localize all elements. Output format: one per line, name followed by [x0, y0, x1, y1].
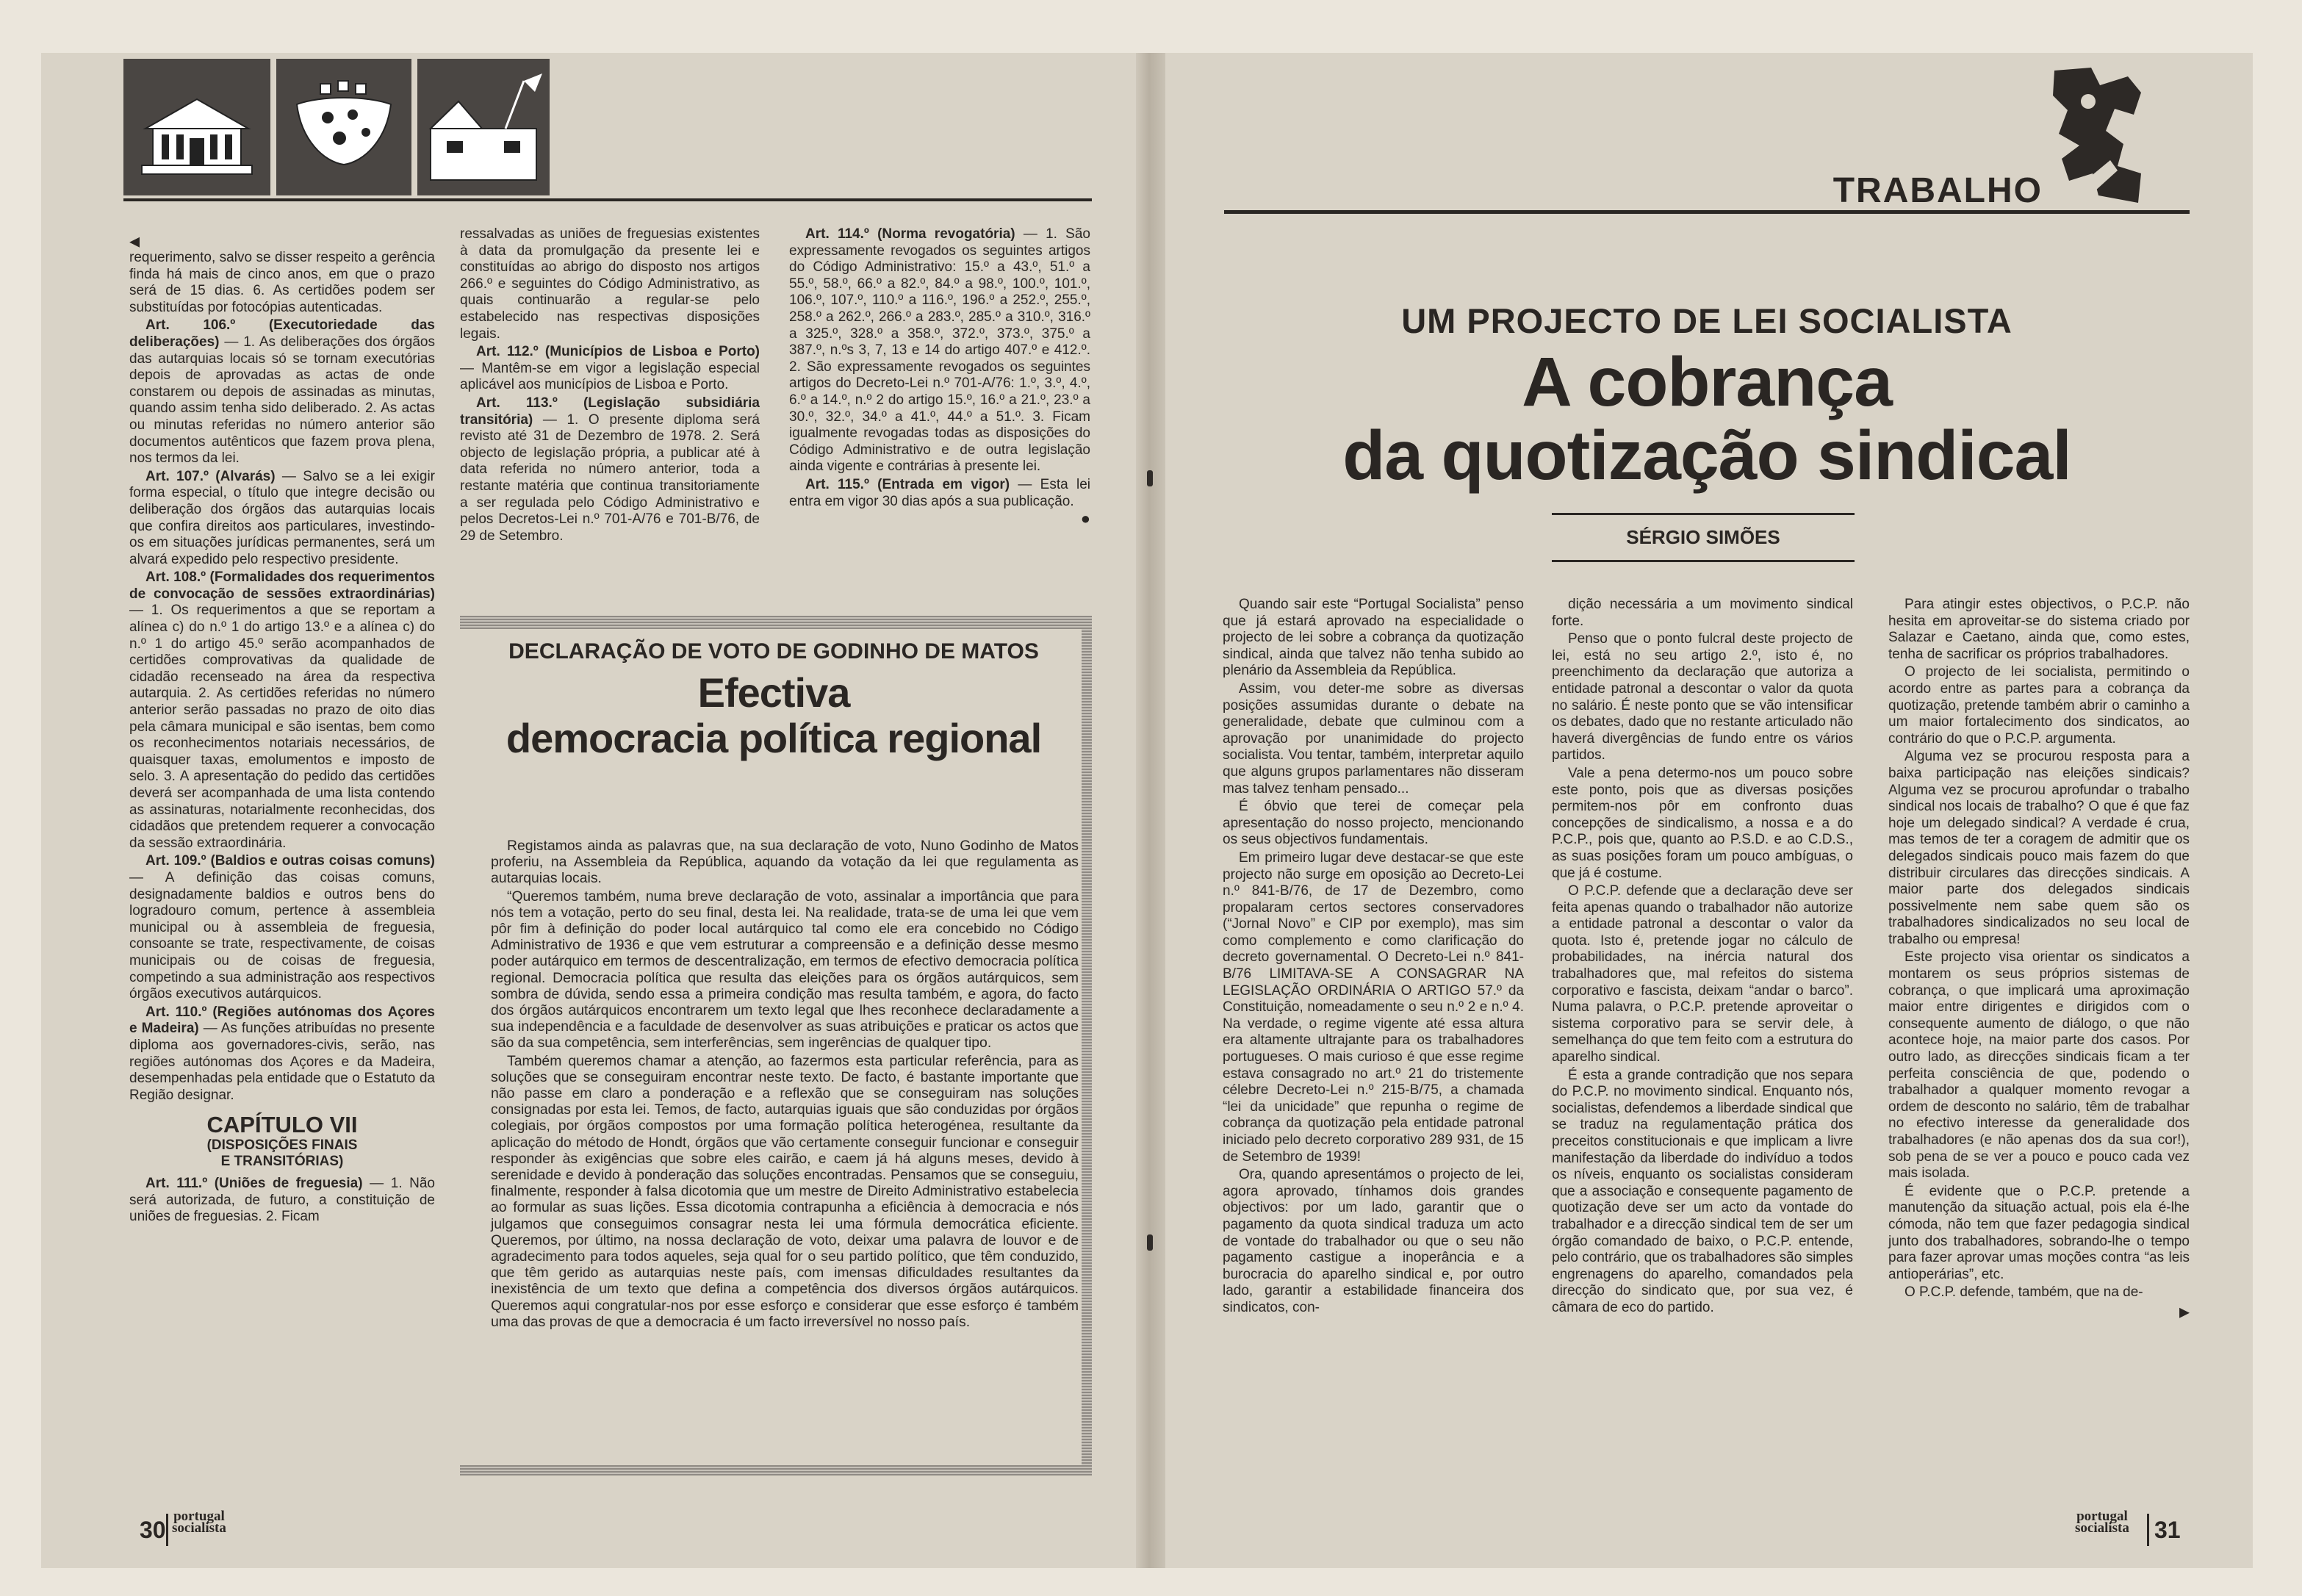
- article-paragraph: [460, 226, 760, 342]
- body-paragraph: Alguma vez se procurou resposta para a baixa participação nas eleições sindicais? Alguma vez se procurou aprofundar o trabalho sindical nos locais de trabalho? O que é que faz hoje um delegado sindical? A verdade é crua, mas temos de ter a coragem de admitir que os delegados sindicais pouco mais fazem do que distribuir circulares das direcções sindicais. A maior parte dos delegados sindicais possivelmente nem sabe quem são os trabalhadores sindicalizados no seu local de trabalho ou empresa!: [1888, 749, 2190, 947]
- body-paragraph: Penso que o ponto fulcral deste projecto de lei, está no seu artigo 2.º, isto é, no preenchimento da declaração que autoriza a entidade patronal a descontar o valor da quota no salário. É neste ponto que se vão intensificar os debates, dado que no restante articulado não haverá divergências de fundo entre os vários partidos.: [1552, 631, 1853, 763]
- article-lead: Art. 107.º (Alvarás): [145, 468, 276, 484]
- body-paragraph: “Queremos também, numa breve declaração de voto, assinalar a importância que para nós tem a votação, perto do seu final, desta lei. Na realidade, trata-se de uma lei que vem pôr fim à definição do poder local autárquico tal como ele era concebido no Código Administrativo de 1936 e que vem estruturar a compreensão e a definição desse mesmo poder autárquico em termos de descentralização, em termos de efectivo democracia política regional. Democracia política que resulta das eleições para os órgãos autárquicos, sem sombra de dúvida, sendo essa a primeira condição mas resulta também, e agora, do facto dos órgãos autárquicos encontrarem um texto legal que lhes reconhece declaradamente a sua independência e a faculdade de desenvolver as suas atribuições e praticar os actos que são da sua competência, sem interferências, sem ingerências de qualquer tipo.: [491, 888, 1079, 1052]
- headline-block: [1224, 297, 2190, 495]
- declaration-title-line1: Efectiva: [697, 669, 850, 716]
- article-paragraph: [129, 250, 435, 316]
- trabalho-emblem-icon: [2047, 63, 2145, 207]
- byline: SÉRGIO SIMÕES: [1626, 526, 1780, 548]
- article-text: — 1. São expressamente revogados os seguintes artigos do Código Administrativo: 15.º a 43.º, 51.º a 55.º, 58.º, 66.º a 82.º, 84.º a 98.º, 100.º, 101.º, 106.º, 107.º, 110.º a 116.º, 196.º a 252.º, 255.º, 258.º a 262.º, 266.º a 283.º, 285.º a 310.º, 316.º a 325.º, 328.º a 358.º, 372.º, 373.º, 375.º a 387.º, n.ºs 3, 7, 13 e 14 do artigo 407.º e 412.º. 2. São expressamente revogados os seguintes artigos do Decreto-Lei n.º 701-A/76: 1.º, 3.º, 4.º, 6.º a 14.º, n.º 2 do artigo 15.º, 16.º a 21.º, 23.º a 30.º, 32.º, 34.º a 41.º, 44.º a 51.º. 3. Ficam igualmente revogadas todas as disposições do Código Administrativo e de outra legislação ainda vigente e contrárias à presente lei.: [789, 226, 1090, 475]
- header-rule: [123, 198, 1092, 201]
- article-paragraph: [789, 477, 1090, 510]
- binding-gutter: [1136, 53, 1165, 1568]
- chapter-title: CAPÍTULO VII: [206, 1112, 358, 1138]
- left-column-1: [129, 229, 436, 1227]
- article-lead: Art. 106.º (Executoriedade das deliberações): [129, 317, 435, 350]
- body-paragraph: Quando sair este “Portugal Socialista” penso que já estará aprovado na especialidade o projecto de lei sobre a cobrança da quotização sindical, ainda que talvez não tenha subido ao plenário da Assembleia da República.: [1223, 597, 1524, 679]
- declaration-kicker: DECLARAÇÃO DE VOTO DE GODINHO DE MATOS: [508, 639, 1039, 664]
- house-flag-icon: [417, 59, 550, 195]
- article-text: — Esta lei entra em vigor 30 dias após a sua publicação.: [789, 476, 1090, 509]
- byline-rule-top: [1552, 513, 1855, 515]
- staple-bottom: [1147, 1234, 1153, 1251]
- article-text: — 1. Os requerimentos a que se reportam a alínea c) do n.º 1 do artigo 13.º e a alínea c) do n.º 1 do artigo 45.º serão acompanhados de certidões comprovativas da qualidade de cidadão recenseado na área da respectiva autarquia. 2. As certidões referidas no número anterior serão passadas no prazo de oito dias pela câmara municipal e são isentas, bem como os reconhecimentos notariais necessários, de quaisquer taxas, emolumentos e imposto de selo. 3. A apresentação do pedido das certidões deverá ser acompanhada de uma lista contendo as assinaturas, notarialmente reconhecidas, dos cidadãos que pretendem requerer a convocação da sessão extraordinária.: [129, 603, 435, 851]
- declaration-title-line2: democracia política regional: [506, 715, 1042, 761]
- body-paragraph: Ora, quando apresentámos o projecto de lei, agora aprovado, tínhamos dois grandes objectivos: por um lado, garantir que o pagamento da quota sindical traduza um acto de vontade do trabalhador ou que o seu não pagamento castigue a inoperância e a burocracia do aparelho sindical e, por outro lado, garantir a estabilidade financeira dos sindicatos, con-: [1223, 1167, 1524, 1315]
- right-column-2: [1552, 597, 1853, 1318]
- article-lead: Art. 114.º (Norma revogatória): [805, 226, 1015, 242]
- article-paragraph: [129, 317, 435, 467]
- body-paragraph: É óbvio que terei de começar pela apresentação do nosso projecto, mencionando os seus objectivos fundamentais.: [1223, 799, 1524, 848]
- continued-arrow-icon: ◂: [129, 229, 140, 252]
- article-paragraph: [129, 569, 435, 852]
- article-paragraph: [129, 1004, 435, 1104]
- headline-line1: A cobrança: [1522, 343, 1892, 421]
- body-paragraph: O P.C.P. defende que a declaração deve ser feita apenas quando o trabalhador não autorize a entidade patronal a descontar o valor da quota. Isto é, pretende jogar no cálculo de probabilidades, na inércia natural dos trabalhadores que, mal refeitos do sistema corporativo e fascista, deixam “andar o barco”. Numa palavra, o P.C.P. pretende aproveitar o sistema corporativo para se servir dele, à semelhança do que tem feito com a estrutura do aparelho sindical.: [1552, 883, 1853, 1065]
- page-number-right: 31: [2154, 1517, 2181, 1543]
- article-text: — A definição das coisas comuns, designadamente baldios e outros bens do logradouro comum, pertence à assembleia municipal ou à assembleia de freguesia, consoante se trate, respectivamente, de coisas municipais ou de coisas de freguesia, competindo a sua administração aos respectivos órgãos executivos autárquicos.: [129, 869, 435, 1002]
- left-column-3: [789, 226, 1090, 526]
- masthead-top-left: portugal: [173, 1509, 225, 1524]
- body-paragraph: É evidente que o P.C.P. pretende a manutenção da situação actual, pois ela é-lhe cómoda, não tem que fazer pedagogia sindical junto dos trabalhadores, sobrando-lhe o tempo para fazer aprovar umas moções contra “as leis antioperárias”, etc.: [1888, 1183, 2190, 1282]
- regions-map-icon: [276, 59, 411, 195]
- continues-arrow-icon: ▸: [2179, 1299, 2190, 1323]
- masthead-bottom-left: socialista: [172, 1520, 226, 1536]
- right-column-1: [1223, 597, 1524, 1318]
- article-paragraph: [129, 853, 435, 1002]
- headline-line2: da quotização sindical: [1342, 417, 2071, 495]
- page-number-left: 30: [140, 1517, 166, 1543]
- article-lead: Art. 113.º (Legislação subsidiária transitória): [460, 395, 760, 428]
- body-paragraph: Registamos ainda as palavras que, na sua declaração de voto, Nuno Godinho de Matos proferiu, na Assembleia da República, aquando da votação da lei que regulamenta as autarquias locais.: [491, 838, 1079, 887]
- article-text: requerimento, salvo se disser respeito a gerência finda há mais de cinco anos, em que o prazo será de 15 dias. 6. As certidões podem ser substituídas por fotocópias autenticadas.: [129, 250, 435, 315]
- article-text: — As funções atribuídas no presente diploma aos governadores-civis, serão, nas regiões autónomas dos Açores e da Madeira, desempenhadas pela entidade que o Estatuto da Região designar.: [129, 1021, 435, 1103]
- article-lead: Art. 111.º (Uniões de freguesia): [145, 1176, 363, 1192]
- body-paragraph: Vale a pena determo-nos um pouco sobre este ponto, pois que as diversas posições permitem-nos pôr em confronto duas concepções de sindicalismo, a nossa e a do P.C.P., pois que, quanto ao P.S.D. e ao C.D.S., as suas posições foram um pouco ambíguas, o que já é costume.: [1552, 765, 1853, 881]
- chapter-heading: [129, 1112, 435, 1170]
- article-text: ressalvadas as uniões de freguesias existentes à data da promulgação da presente lei e constituídas ao abrigo do disposto nos artigos 266.º e seguintes do Código Administrativo, as quais continuarão a regular-se pelo estabelecido nas respectivas disposições legais.: [460, 226, 760, 342]
- chapter-subtitle-line1: (DISPOSIÇÕES FINAIS: [206, 1137, 358, 1154]
- box-right-shade: [1082, 616, 1092, 1475]
- article-paragraph: [129, 469, 435, 569]
- body-paragraph: O P.C.P. defende, também, que na de-: [1904, 1284, 2143, 1301]
- article-paragraph: [460, 344, 760, 394]
- section-rule: [1224, 210, 2190, 214]
- article-lead: Art. 112.º (Municípios de Lisboa e Porto): [476, 344, 760, 360]
- article-text: — 1. Não será autorizada, de futuro, a constituição de uniões de freguesias. 2. Ficam: [129, 1176, 436, 1225]
- end-mark-icon: ●: [1080, 509, 1090, 528]
- masthead-bottom-right: socialista: [2075, 1520, 2129, 1536]
- declaration-body: [491, 838, 1079, 1331]
- staple-top: [1147, 470, 1153, 486]
- article-text: — 1. As deliberações dos órgãos das autarquias locais só se tornam executórias depois de aprovadas as actas de onde constarem ou depois de assinadas as minutas, quando assim tenha sido deliberado. 2. As actas ou minutas referidas no número anterior são documentos autênticos que fazem prova plena, nos termos da lei.: [129, 334, 435, 467]
- town-hall-icon: [123, 59, 270, 195]
- masthead-logo-left: [172, 1511, 226, 1534]
- chapter-subtitle-line2: E TRANSITÓRIAS): [220, 1154, 344, 1170]
- masthead-logo-right: [2075, 1511, 2129, 1534]
- article-lead: Art. 108.º (Formalidades dos requerimentos de convocação de sessões extraordinárias): [129, 569, 435, 602]
- box-bottom-shade: [460, 1465, 1092, 1475]
- masthead-top-right: portugal: [2076, 1509, 2128, 1524]
- article-text: — Mantêm-se em vigor a legislação especial aplicável aos municípios de Lisboa e Porto.: [460, 360, 760, 393]
- body-paragraph: É esta a grande contradição que nos separa do P.C.P. no movimento sindical. Enquanto nós, socialistas, defendemos a liberdade sindical que se traduz na regulamentação prática dos preceitos constitucionais e que implicam a livre manifestação da liberdade do indivíduo a todos os níveis, enquanto os socialistas consideram que a associação e consequente pagamento de quotização deve ser um acto da vontade do trabalhador e a direcção sindical tem de ser um órgão comandado de baixo, o P.C.P. entende, pelo contrário, que os trabalhadores são simples engrenagens do aparelho, comandados pela direcção do sindicato que, por sua vez, é câmara de eco do partido.: [1552, 1067, 1853, 1315]
- declaration-header: [470, 633, 1077, 761]
- folio-divider-right: [2147, 1514, 2149, 1546]
- article-kicker: UM PROJECTO DE LEI SOCIALISTA: [1401, 301, 2013, 340]
- byline-rule-bottom: [1552, 560, 1855, 562]
- article-paragraph: [789, 226, 1090, 475]
- left-column-2: [460, 226, 760, 546]
- article-text: — Salvo se a lei exigir forma especial, o título que integre decisão ou deliberação dos órgãos das autarquias locais que confira direitos aos particulares, investindo-os em situações jurídicas permanentes, será um alvará expedido pelo respectivo presidente.: [129, 468, 436, 567]
- article-paragraph: [460, 395, 760, 544]
- article-lead: Art. 110.º (Regiões autónomas dos Açores e Madeira): [129, 1004, 435, 1037]
- body-paragraph: Também queremos chamar a atenção, ao fazermos esta particular referência, para as soluções que se conseguiram encontrar neste texto. De facto, é bastante importante que não passe em claro a ponderação e a reflexão que se conseguiram nas soluções consignadas por esta lei. Temos, de facto, autarquias iguais que são conduzidas por órgãos colegiais, por órgãos compostos por uma formação política heterogénea, resultante da aplicação do método de Hondt, órgãos que vão certamente conseguir funcionar e conseguir responder às exigências que sobre eles cairão, e caem já há alguns meses, devido à serenidade e devido à ponderação das soluções encontradas. Pensamos que se conseguiu, finalmente, responder à falsa dicotomia que um mestre de Direito Administrativo estabelecia ao formular as suas lições. Essa dicotomia contrapunha a eficiência à democracia e nós julgamos que conseguimos consagrar nesta lei uma fórmula democrática eficiente. Queremos, por último, na nossa declaração de voto, deixar uma palavra de louvor e de agradecimento para todos aqueles, seja qual for o seu partido político, que têm conduzido, que têm gerido as autarquias neste país, com imensas dificuldades resultantes da inexistência de um texto que defina a competência dos diversos órgãos autárquicos. Queremos aqui congratular-nos por esse esforço e considerar que esse esforço é também uma das provas de que a democracia é um facto irreversível no nosso país.: [491, 1052, 1079, 1330]
- body-paragraph: Em primeiro lugar deve destacar-se que este projecto não surge em oposição ao Decreto-Lei n.º 841-B/76, de 17 de Dezembro, como propalaram certos sectores conservadores (“Jornal Novo” e CIP por exemplo), mas sim como complemento e como clarificação do decreto governamental. O Decreto-Lei n.º 841-B/76 LIMITAVA-SE A CONSAGRAR NA LEGISLAÇÃO ORDINÁRIA O ARTIGO 57.º da Constituição, nomeadamente o seu n.º 2 e n.º 4. Na verdade, o regime vigente até essa altura era altamente ultrajante para os trabalhadores portugueses. O mais curioso é que esse regime estava consagrado no art.º 21 do tristemente célebre Decreto-Lei n.º 215-B/75, a chamada “lei da unicidade” que repunha o regime de cobrança da quotização pela entidade patronal iniciado pelo decreto corporativo 289 931, de 15 de Setembro de 1939!: [1223, 849, 1524, 1165]
- section-label: TRABALHO: [1832, 171, 2043, 210]
- body-paragraph: Para atingir estes objectivos, o P.C.P. não hesita em aproveitar-se do sistema criado por Salazar e Caetano, ainda que, como estes, tenha de sacrificar os próprios trabalhadores.: [1888, 597, 2190, 662]
- body-paragraph: Assim, vou deter-me sobre as diversas posições assumidas durante o debate na generalidade, debate que culminou com a aprovação por unanimidade do projecto socialista. Vou tentar, também, interpretar aquilo que alguns grupos parlamentares não disseram mas talvez tenham pensado...: [1223, 680, 1524, 797]
- right-column-3: [1888, 597, 2190, 1323]
- box-top-shade: [460, 616, 1092, 629]
- body-paragraph: O projecto de lei socialista, permitindo o acordo entre as partes para a cobrança da quotização, pretende também abrir o caminho a um maior fortalecimento dos sindicatos, ao contrário do que o P.C.P. argumenta.: [1888, 664, 2190, 747]
- body-paragraph: Este projecto visa orientar os sindicatos a montarem os seus próprios sistemas de cobrança, o que implicará uma aproximação maior entre dirigentes e dirigidos com o consequente aumento de diálogo, o que não acontece hoje, na maior parte dos casos. Por outro lado, as direcções sindicais ficam a ter perfeita consciência de que, podendo o trabalhador a qualquer momento revogar a ordem de desconto no salário, têm de trabalhar no efectivo interesse da generalidade dos trabalhadores (e não apenas dos da sua cor!), sob pena de se ver a pouco e pouco cada vez mais isolada.: [1888, 949, 2190, 1182]
- article-lead: Art. 115.º (Entrada em vigor): [805, 476, 1010, 492]
- body-paragraph: dição necessária a um movimento sindical forte.: [1552, 597, 1853, 629]
- article-lead: Art. 109.º (Baldios e outras coisas comuns): [145, 853, 435, 869]
- article-text: — 1. O presente diploma será revisto até 31 de Dezembro de 1978. 2. Será objecto de legislação própria, a publicar até à data referida no número anterior, toda a restante matéria que continua transitoriamente a ser regulada pelo Código Administrativo e pelos Decretos-Lei n.º 701-A/76 e 701-B/76, de 29 de Setembro.: [460, 411, 760, 544]
- folio-divider-left: [166, 1514, 168, 1546]
